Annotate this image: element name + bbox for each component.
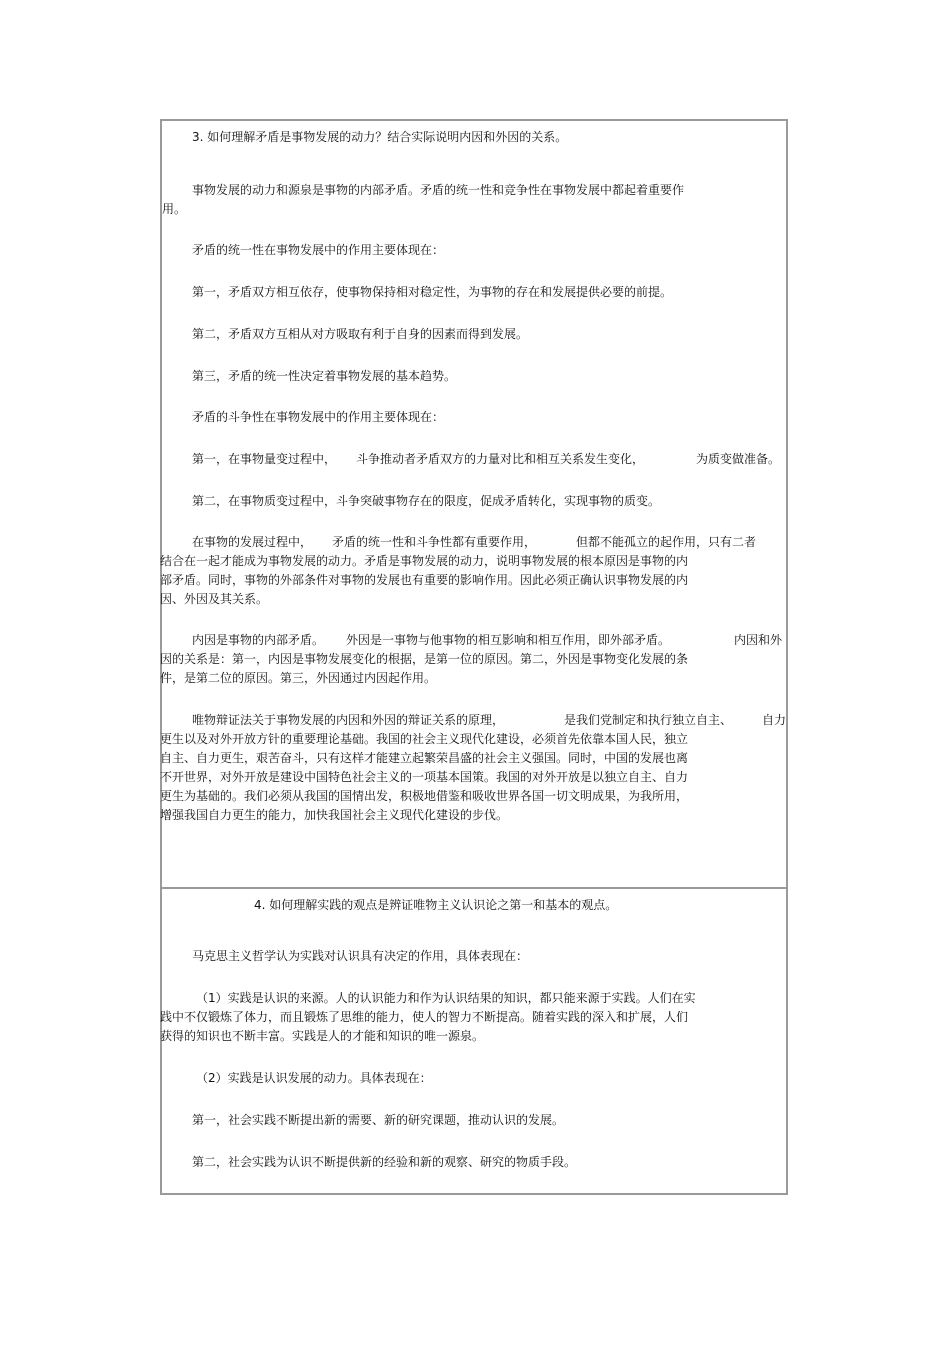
paragraph-line: 自主、自力更生，艰苦奋斗，只有这样才能建立起繁荣昌盛的社会主义强国。同时，中国的发展也离 <box>160 751 689 765</box>
paragraph-line: （1）实践是认识的来源。人的认识能力和作为认识结果的知识，都只能来源于实践。人们在实 <box>196 991 696 1005</box>
paragraph-segment: 自力 <box>762 713 787 727</box>
paragraph: 矛盾的统一性在事物发展中的作用主要体现在： <box>192 243 445 257</box>
paragraph-line: 更生以及对外开放方针的重要理论基础。我国的社会主义现代化建设，必须首先依靠本国人民，独立 <box>160 732 689 746</box>
paragraph-line: 获得的知识也不断丰富。实践是人的才能和知识的唯一源泉。 <box>160 1029 485 1043</box>
paragraph-line: 部矛盾。同时，事物的外部条件对事物的发展也有重要的影响作用。因此必须正确认识事物发展的内 <box>160 573 689 587</box>
paragraph-line: 践中不仅锻炼了体力，而且锻炼了思维的能力，使人的智力不断提高。随着实践的深入和扩展，人们 <box>160 1010 689 1024</box>
paragraph-segment: 外因是一事物与他事物的相互影响和相互作用，即外部矛盾。 <box>346 633 671 647</box>
paragraph: 第二，矛盾双方互相从对方吸取有利于自身的因素而得到发展。 <box>192 327 529 341</box>
paragraph-segment: 在事物的发展过程中， <box>192 535 313 549</box>
paragraph-segment: 但都不能孤立的起作用，只有二者 <box>576 535 757 549</box>
paragraph: 第二，在事物质变过程中，斗争突破事物存在的限度，促成矛盾转化，实现事物的质变。 <box>192 494 661 508</box>
paragraph: 矛盾的斗争性在事物发展中的作用主要体现在： <box>192 410 445 424</box>
paragraph: 第二，社会实践为认识不断提供新的经验和新的观察、研究的物质手段。 <box>192 1155 577 1169</box>
paragraph-segment: 内因和外 <box>734 633 783 647</box>
paragraph-segment: 斗争推动者矛盾双方的力量对比和相互关系发生变化， <box>356 452 645 466</box>
paragraph: （2）实践是认识发展的动力。具体表现在： <box>196 1071 432 1085</box>
question-4-heading: 4. 如何理解实践的观点是辨证唯物主义认识论之第一和基本的观点。 <box>254 898 618 912</box>
question-3-heading: 3. 如何理解矛盾是事物发展的动力？结合实际说明内因和外因的关系。 <box>192 130 568 144</box>
paragraph-line: 不开世界，对外开放是建设中国特色社会主义的一项基本国策。我国的对外开放是以独立自主、自力 <box>160 770 689 784</box>
paragraph: 第一，社会实践不断提出新的需要、新的研究课题，推动认识的发展。 <box>192 1113 565 1127</box>
paragraph-line: 更生为基础的。我们必须从我国的国情出发，积极地借鉴和吸收世界各国一切文明成果，为我所用， <box>160 789 689 803</box>
paragraph-line: 因的关系是：第一，内因是事物发展变化的根据，是第一位的原因。第二，外因是事物变化发展的条 <box>160 652 689 666</box>
paragraph-segment: 是我们党制定和执行独立自主、 <box>564 713 733 727</box>
paragraph: 马克思主义哲学认为实践对认识具有决定的作用，具体表现在： <box>192 949 529 963</box>
paragraph-segment: 内因是事物的内部矛盾。 <box>192 633 325 647</box>
paragraph: 第一，矛盾双方相互依存，使事物保持相对稳定性，为事物的存在和发展提供必要的前提。 <box>192 285 673 299</box>
paragraph: 第三，矛盾的统一性决定着事物发展的基本趋势。 <box>192 369 457 383</box>
paragraph-line: 事物发展的动力和源泉是事物的内部矛盾。矛盾的统一性和竞争性在事物发展中都起着重要作 <box>192 183 685 197</box>
paragraph-line: 结合在一起才能成为事物发展的动力。矛盾是事物发展的动力，说明事物发展的根本原因是事物的内 <box>160 554 689 568</box>
paragraph-segment: 为质变做准备。 <box>696 452 781 466</box>
paragraph-segment: 唯物辩证法关于事物发展的内因和外因的辩证关系的原理， <box>192 713 505 727</box>
paragraph-line: 件，是第二位的原因。第三，外因通过内因起作用。 <box>160 671 437 685</box>
paragraph-line: 因、外因及其关系。 <box>160 592 269 606</box>
paragraph-segment: 矛盾的统一性和斗争性都有重要作用， <box>332 535 537 549</box>
paragraph-line: 增强我国自力更生的能力，加快我国社会主义现代化建设的步伐。 <box>160 808 509 822</box>
paragraph-line: 用。 <box>162 202 187 216</box>
paragraph-segment: 第一，在事物量变过程中， <box>192 452 337 466</box>
